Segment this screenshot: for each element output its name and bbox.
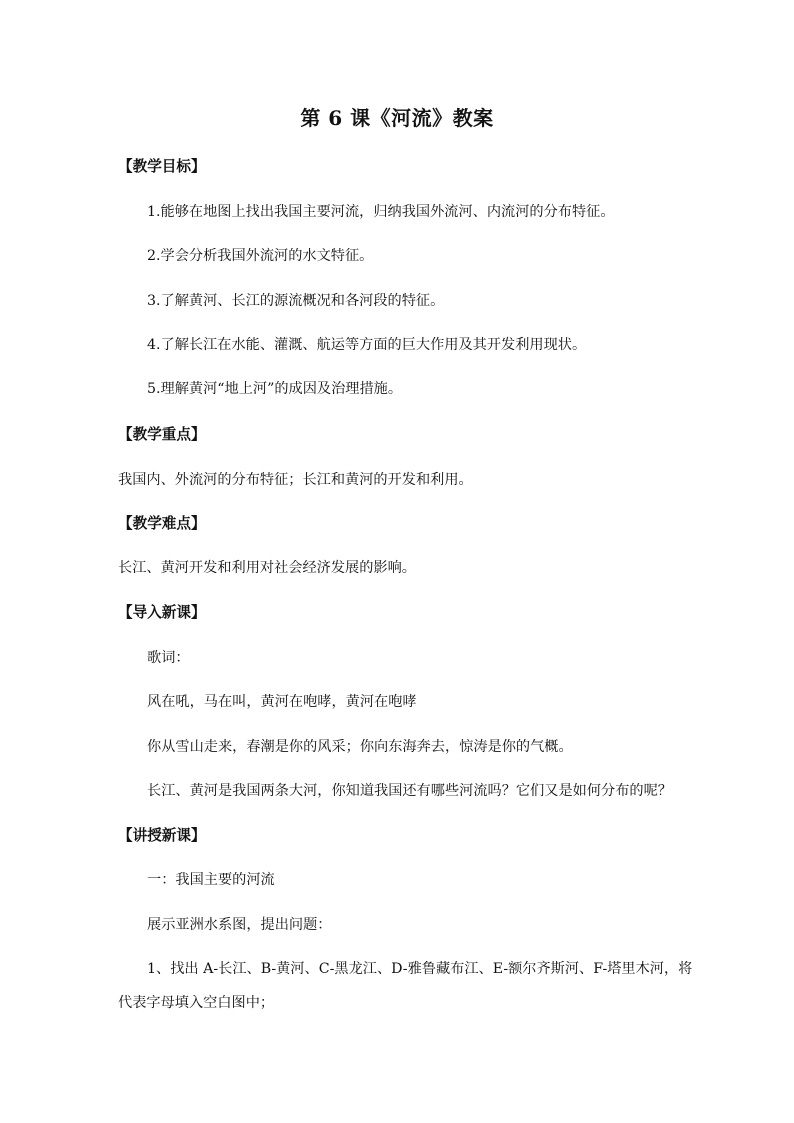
objective-item: 3.了解黄河、长江的源流概况和各河段的特征。 — [147, 293, 445, 309]
new-lesson-line: 代表字母填入空白图中； — [118, 995, 275, 1011]
difficulties-text: 长江、黄河开发和利用对社会经济发展的影响。 — [118, 560, 416, 576]
new-lesson-line: 一：我国主要的河流 — [147, 872, 275, 888]
objective-item: 4.了解长江在水能、灌溉、航运等方面的巨大作用及其开发利用现状。 — [147, 337, 587, 353]
intro-line: 长江、黄河是我国两条大河，你知道我国还有哪些河流吗？它们又是如何分布的呢？ — [147, 783, 672, 799]
objective-item: 2.学会分析我国外流河的水文特征。 — [147, 248, 374, 264]
intro-heading: 【导入新课】 — [118, 604, 206, 621]
key-points-heading: 【教学重点】 — [118, 426, 206, 443]
intro-line: 你从雪山走来，春潮是你的风采；你向东海奔去，惊涛是你的气概。 — [147, 739, 573, 755]
new-lesson-line: 展示亚洲水系图，提出问题： — [147, 917, 332, 933]
intro-line: 歌词： — [147, 650, 190, 666]
objective-item: 1.能够在地图上找出我国主要河流，归纳我国外流河、内流河的分布特征。 — [147, 204, 615, 220]
difficulties-heading: 【教学难点】 — [118, 515, 206, 532]
objective-item: 5.理解黄河“地上河”的成因及治理措施。 — [147, 381, 403, 397]
new-lesson-line: 1、找出 A-长江、B-黄河、C-黑龙江、D-雅鲁藏布江、E-额尔齐斯河、F-塔里木河，将 — [147, 961, 693, 977]
key-points-text: 我国内、外流河的分布特征；长江和黄河的开发和利用。 — [118, 472, 473, 488]
new-lesson-heading: 【讲授新课】 — [118, 827, 206, 844]
objectives-heading: 【教学目标】 — [118, 158, 206, 175]
document-title: 第 6 课《河流》教案 — [300, 106, 494, 130]
intro-line: 风在吼，马在叫，黄河在咆哮，黄河在咆哮 — [147, 694, 417, 710]
